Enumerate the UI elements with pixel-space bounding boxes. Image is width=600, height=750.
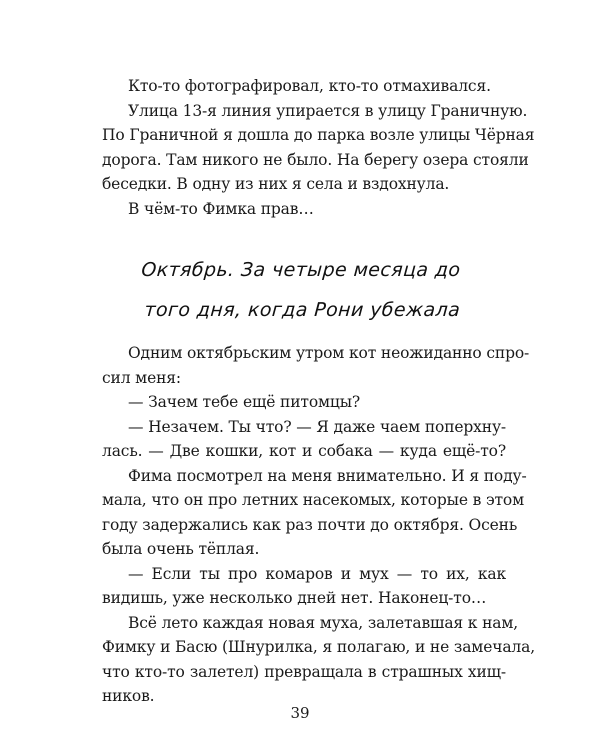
chapter-heading-line-1: Октябрь. За четыре месяца до: [140, 259, 462, 281]
text-line: беседки. В одну из них я села и вздохнула.: [102, 175, 450, 193]
text-line: сил меня:: [102, 368, 181, 387]
text-line: — Незачем. Ты что? — Я даже чаем поперхну-: [128, 417, 507, 436]
chapter-heading-line-2: того дня, когда Рони убежала: [143, 299, 461, 321]
text-line: Фимку и Басю (Шнурилка, я полагаю, и не замечала,: [102, 638, 535, 656]
text-line: Фима посмотрел на меня внимательно. И я поду-: [128, 466, 527, 485]
text-line: По Граничной я дошла до парка возле улицы Чёрная: [102, 126, 535, 144]
text-line: В чём-то Фимка прав…: [128, 199, 314, 218]
text-line: Всё лето каждая новая муха, залетавшая к нам,: [128, 613, 519, 632]
text-line: Кто-то фотографировал, кто-то отмахивался.: [128, 77, 491, 95]
text-line: ников.: [102, 687, 155, 705]
text-line: лась. — Две кошки, кот и собака — куда ещё-то?: [102, 442, 506, 460]
text-line: дорога. Там никого не было. На берегу озера стояли: [102, 150, 529, 169]
text-line: — Если ты про комаров и мух — то их, как: [128, 564, 506, 583]
page-number: 39: [290, 704, 310, 722]
text-block-body: [102, 341, 535, 709]
text-line: году задержались как раз почти до октября. Осень: [102, 515, 518, 534]
text-block-top: [102, 74, 535, 221]
text-line: что кто-то залетел) превращала в страшных хищ-: [102, 662, 506, 681]
text-line: Одним октябрьским утром кот неожиданно спро-: [128, 344, 530, 362]
text-line: была очень тёплая.: [102, 540, 260, 558]
text-line: — Зачем тебе ещё питомцы?: [128, 393, 361, 411]
text-line: мала, что он про летних насекомых, которые в этом: [102, 491, 525, 509]
text-line: видишь, уже несколько дней нет. Наконец-то…: [102, 589, 487, 607]
chapter-heading: [137, 250, 483, 330]
text-line: Улица 13-я линия упирается в улицу Граничную.: [128, 101, 528, 120]
